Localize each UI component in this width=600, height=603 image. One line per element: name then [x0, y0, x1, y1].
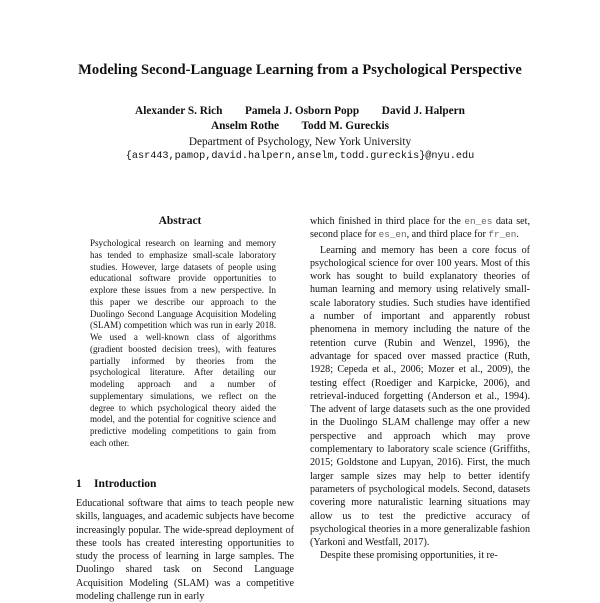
section-title: Introduction — [94, 478, 157, 490]
paper-title: Modeling Second-Language Learning from a Psychological Perspective — [78, 62, 522, 78]
cont-text-b: data set, second place for — [310, 216, 530, 241]
introduction-text: Educational software that aims to teach people new skills, languages, and academic subjects have become increasingly popular. The wide-spread deployment of these tools has created interesting opportunities to study the process of learning in large samples. The Duolingo shared task on Second Language Acquisition Modeling (SLAM) was a competitive modeling challenge run in early — [76, 498, 294, 603]
authors-line-2: Anselm Rothe Todd M. Gureckis — [210, 120, 390, 132]
paragraph-learning-memory: Learning and memory has been a core focus of psychological science for over 100 years. Most of this work has sought to build explanatory theories of human learning and memory using relatively small-scale laboratory studies. Such studies have identified a number of important and apparently robust phenomena in memory including the nature of the retention curve (Rubin and Wenzel, 1996), the advantage for spaced over massed practice (Ruth, 1928; Cepeda et al., 2006; Mozer et al., 2009), the testing effect (Roediger and Karpicke, 2006), and retrieval-induced forgetting (Anderson et al., 1994). The advent of large datasets such as the one provided in the Duolingo SLAM challenge may offer a new perspective and approach which may prove complementary to laboratory scale science (Griffiths, 2015; Goldstone and Lupyan, 2016). First, the much larger sample sizes may help to better identify parameters of psychological models. Second, datasets covering more naturalistic learning situations may allow us to test the predictive accuracy of psychological theories in a more generalizable fashion (Yarkoni and Westfall, 2017). — [310, 244, 530, 549]
code-fr-en: fr_en — [488, 229, 517, 241]
affiliation: Department of Psychology, New York University — [188, 136, 412, 148]
section-number: 1 — [76, 478, 82, 490]
cont-text-d: . — [516, 229, 519, 241]
section-heading-introduction — [76, 478, 156, 490]
paragraph-despite: Despite these promising opportunities, it re- — [320, 550, 498, 562]
authors-line-1: Alexander S. Rich Pamela J. Osborn Popp David J. Halpern — [135, 105, 465, 117]
author-list — [40, 104, 560, 134]
code-es-en: es_en — [378, 229, 407, 241]
right-column — [310, 215, 530, 563]
abstract-text: Psychological research on learning and memory has tended to emphasize small-scale laboratory studies. However, large datasets of people using educational software provide opportunities to explore these issues from a new perspective. In this paper we describe our approach to the Duolingo Second Language Acquisition Modeling (SLAM) competition which was run in early 2018. We used a well-known class of algorithms (gradient boosted decision trees), with features partially informed by theories from the psychological literature. After detailing our modeling approach and a number of supplementary simulations, we reflect on the degree to which psychological theory aided the model, and the potential for cognitive science and predictive modeling competitions to gain from each other. — [90, 238, 276, 448]
author-emails: {asr443,pamop,david.halpern,anselm,todd.gureckis}@nyu.edu — [125, 151, 475, 162]
code-en-es: en_es — [464, 216, 493, 227]
continued-paragraph — [310, 215, 530, 242]
cont-text-a: which finished in third place for the — [310, 216, 465, 227]
cont-text-c: , and third place for — [406, 229, 489, 241]
abstract-heading: Abstract — [158, 215, 202, 227]
